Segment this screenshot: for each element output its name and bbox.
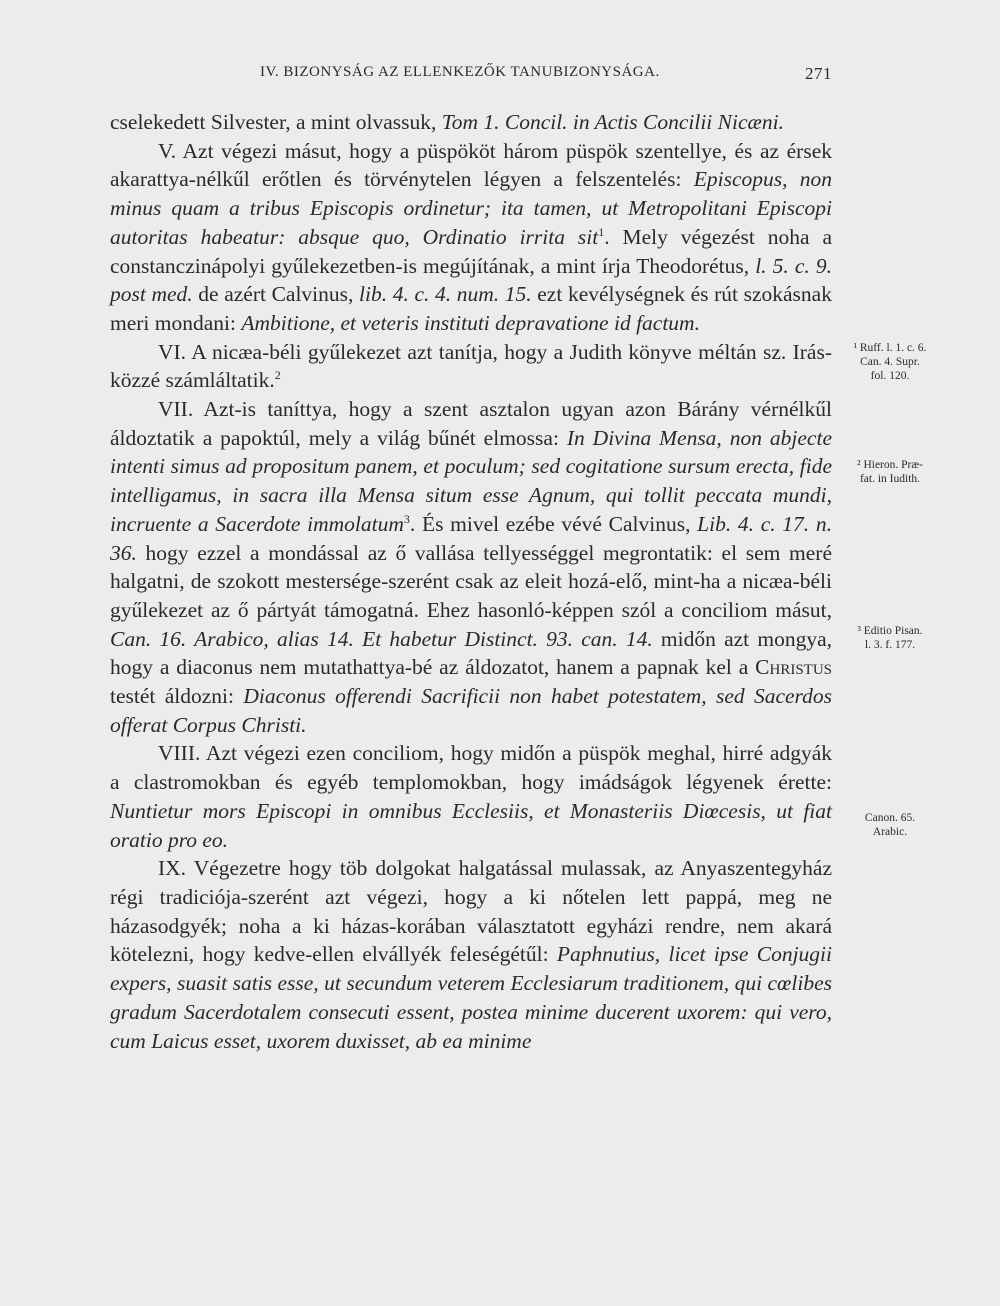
text-run: de azért Calvinus, <box>192 282 360 307</box>
margin-note-line: Canon. 65. <box>864 812 916 824</box>
margin-note-2 <box>836 458 944 486</box>
latin-quote: Paphnutius, licet ipse Conjugii expers, suasit satis esse, ut secundum veterem Ecclesiarum traditionem, qui cœlibes gradum Sacerdotalem consecuti essent, postea minime ducerent uxorem: qui vero, cum Laicus esset, uxorem duxisset, ab ea minime <box>110 942 832 1053</box>
paragraph-2 <box>110 137 832 338</box>
text-run: hogy ezzel a mondással az ő vallása tellyességgel megrontatik: el sem meré halgatni, de szokott mestersége-szerént csak az eleit hozá-elő, mint-ha a nicæa-béli gyűlekezet az ő pártyát támogatná. Ehez hasonló-képpen szól a conciliom másut, <box>110 540 832 622</box>
latin-quote: Can. 16. Arabico, alias 14. Et habetur Distinct. 93. can. 14. <box>110 626 653 651</box>
latin-quote: Nuntietur mors Episcopi in omnibus Ecclesiis, et Monasteriis Diœcesis, ut fiat oratio pro eo. <box>110 798 832 852</box>
text-run: Christus <box>755 655 832 680</box>
margin-note-line: fol. 120. <box>870 370 910 382</box>
margin-note-1 <box>836 341 944 383</box>
footnote-ref: 3 <box>403 511 410 526</box>
footnote-ref: 2 <box>274 368 281 383</box>
text-run: IX. Végezetre hogy töb dolgokat halgatással mulassak, az Anyaszentegyház régi tradiciója-szerént azt végezi, hogy a ki nőtelen lett pappá, meg ne házasodgyék; noha a ki házas-korában választatott egyházi rendre, nem akará kötelezni, hogy kedve-ellen elvállyék feleségétűl: <box>110 856 832 967</box>
paragraph-1 <box>110 108 832 137</box>
text-run: . Mely végezést noha a constanczinápolyi gyűlekezetben-is megújítának, a mint írja Theodorétus, <box>110 224 832 278</box>
margin-note-4 <box>836 811 944 839</box>
latin-quote: lib. 4. c. 4. num. 15. <box>359 282 532 307</box>
margin-note-line: ³ Editio Pisan. <box>857 625 923 637</box>
page-number: 271 <box>805 64 832 83</box>
latin-quote: Diaconus offerendi Sacrificii non habet potestatem, sed Sacerdos offerat Corpus Christi. <box>110 684 832 737</box>
main-text <box>110 108 832 1055</box>
text-run: testét áldozni: <box>110 684 244 709</box>
text-run: VIII. Azt végezi ezen conciliom, hogy midőn a püspök meghal, hirré adgyák a clastromokban és egyéb templomokban, hogy imádságok légyenek érette: <box>110 741 832 795</box>
latin-quote: Lib. 4. c. 17. n. 36. <box>110 511 832 565</box>
paragraph-6 <box>110 854 832 1055</box>
text-run: cselekedett Silvester, a mint olvassuk, <box>110 110 442 134</box>
text-run: VII. Azt-is taníttya, hogy a szent asztalon ugyan azon Bárány vérnélkűl áldoztatik a papoktúl, mely a világ bűnét elmossa: <box>110 397 832 450</box>
margin-note-3 <box>836 624 944 652</box>
margin-note-line: Can. 4. Supr. <box>860 356 920 368</box>
margin-note-line: Arabic. <box>872 826 908 838</box>
paragraph-3 <box>110 338 832 395</box>
latin-quote: Episcopus, non minus quam a tribus Episcopis ordinetur; ita tamen, ut Metropolitani Episcopi autoritas habeatur: absque quo, Ordinatio irrita sit <box>110 167 832 249</box>
latin-quote: Tom 1. Concil. in Actis Concilii Nicæni. <box>441 110 784 134</box>
margin-note-line: ¹ Ruff. l. 1. c. 6. <box>853 342 927 354</box>
latin-quote: Ambitione, et veteris instituti depravatione id factum. <box>241 310 700 335</box>
text-run: VI. A nicæa-béli gyűlekezet azt tanítja, hogy a Judith könyve méltán sz. Irás-közzé számláltatik. <box>110 339 832 393</box>
margin-note-line: l. 3. f. 177. <box>864 639 916 651</box>
margin-note-line: ² Hieron. Præ- <box>857 459 923 471</box>
text-run: . És mivel ezébe vévé Calvinus, <box>409 511 698 536</box>
text-run: midőn azt mongya, hogy a diaconus nem mutathattya-bé az áldozatot, hanem a papnak kel a <box>110 626 832 680</box>
margin-note-line: fat. in Iudith. <box>859 473 921 485</box>
text-run: V. Azt végezi másut, hogy a püspököt három püspök szentellye, és az érsek akarattya-nélkűl erőtlen és törvénytelen légyen a felszentelés: <box>110 138 832 192</box>
footnote-ref: 1 <box>598 224 605 239</box>
running-title: IV. BIZONYSÁG AZ ELLENKEZŐK TANUBIZONYSÁGA. <box>260 64 660 80</box>
paragraph-4 <box>110 395 832 739</box>
paragraph-5 <box>110 739 832 854</box>
text-run: ezt kevélységnek és rút szokásnak meri mondani: <box>110 282 832 335</box>
latin-quote: l. 5. c. 9. post med. <box>110 253 832 307</box>
latin-quote: In Divina Mensa, non abjecte intenti simus ad propositum panem, et poculum; sed cogitatione sursum erecta, fide intelligamus, in sacra illa Mensa situm esse Agnum, qui tollit peccata mundi, incruente a Sacerdote immolatum <box>110 425 832 536</box>
